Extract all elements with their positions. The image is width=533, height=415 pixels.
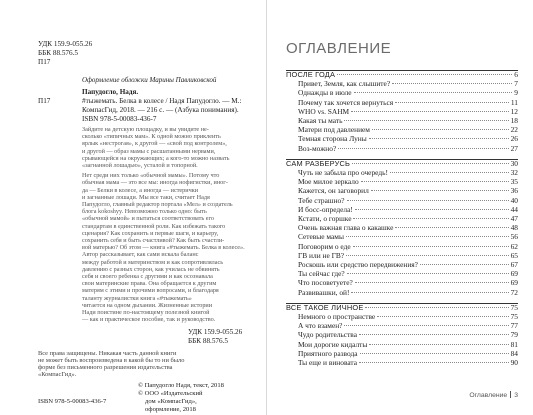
- toc-page-number: 69: [510, 269, 518, 279]
- toc-entry-title: Что посоветуете?: [298, 278, 353, 288]
- leader-dots: [351, 292, 508, 293]
- leader-dots: [420, 264, 509, 265]
- abstract-line: таланту журналистки книга «#тыжемать»: [82, 294, 192, 302]
- leader-dots: [361, 181, 509, 182]
- toc-entry[interactable]: [286, 116, 518, 125]
- abstract-line: Нади поистине по-настоящему полезной книгой: [82, 309, 210, 317]
- abstract-line: между работой и материнством и как сопротивлялась: [82, 258, 224, 266]
- toc-entry[interactable]: [286, 223, 518, 232]
- toc-section-title: ВСЕ ТАКОЕ ЛИЧНОЕ: [286, 302, 364, 312]
- bib-line-3: ISBN 978-5-00083-436-7: [82, 115, 157, 123]
- author-heading: Папудогло, Надя.: [82, 88, 139, 96]
- leader-dots: [344, 120, 508, 121]
- toc-entry[interactable]: [286, 144, 518, 153]
- toc-page-number: 6: [514, 70, 518, 79]
- toc-entry[interactable]: [286, 214, 518, 223]
- toc-entry-title: Поговорим о еде: [298, 241, 351, 251]
- toc-section[interactable]: [286, 70, 518, 79]
- leader-dots: [351, 111, 508, 112]
- toc-section[interactable]: [286, 159, 518, 168]
- toc-entry-title: Матери под давлением: [298, 125, 370, 135]
- leader-dots: [371, 190, 509, 191]
- abstract-line: и другой — образ мамы с расшатанными нервами,: [82, 147, 216, 155]
- toc-entry[interactable]: [286, 260, 518, 269]
- toc-entry-title: А что взамен?: [298, 321, 343, 331]
- leader-dots: [390, 172, 509, 173]
- toc-entry-title: Однажды в июле: [298, 88, 352, 98]
- leader-dots: [353, 218, 508, 219]
- toc-page-number: 90: [510, 358, 518, 367]
- abstract-line: матерям с этими и прочими вопросами, и благодаря: [82, 287, 219, 295]
- toc-entry-title: Мое милое зеркало: [298, 177, 359, 187]
- toc-entry[interactable]: [286, 88, 518, 97]
- abstract-line: стандартам в единственной роли. Как избежать такого: [82, 222, 226, 230]
- toc-entry-title: Какая ты мать: [298, 116, 343, 125]
- toc-page-number: 36: [510, 186, 518, 196]
- toc-page-number: 7: [514, 79, 518, 89]
- abstract-line: читается на одном дыхании. Жизненные истории: [82, 301, 213, 309]
- rights-line: не может быть воспроизведена в какой бы то ни было: [38, 357, 185, 364]
- toc-entry-title: Мои дорогие кидалты: [298, 339, 368, 349]
- page-footer: [267, 391, 518, 399]
- toc-entry[interactable]: [286, 168, 518, 177]
- abstract-line: и загнанные лошади. Мы все таки, считает Надя: [82, 193, 210, 201]
- toc-entry[interactable]: [286, 251, 518, 260]
- leader-dots: [392, 83, 512, 84]
- toc-entry[interactable]: [286, 358, 518, 367]
- abstract-line: свои материнские права. Она обращается к другим: [82, 280, 217, 288]
- abstract-line: блога kokoshyy. Невозможно только одно: быть: [82, 208, 207, 216]
- toc-page-number: 30: [510, 158, 518, 168]
- leader-dots: [346, 236, 509, 237]
- abstract-line: ярлык «нестрогая», к другой — «свой под контролем»,: [82, 140, 227, 148]
- toc-section-title: САМ РАЗБЕРУСЬ: [286, 158, 351, 168]
- toc-entry[interactable]: [286, 196, 518, 205]
- leader-dots: [355, 209, 509, 210]
- toc-page-number: 26: [510, 134, 518, 144]
- abstract-line: сценария? Как сохранить и первые шаги, и карьеру,: [82, 229, 219, 237]
- footer-section-label: Оглавление: [469, 392, 508, 399]
- leader-dots: [352, 163, 509, 164]
- toc-page-number: 47: [510, 214, 518, 223]
- bib-line-2: КомпасГид, 2018. — 216 с. — (Азбука понимания).: [82, 106, 239, 114]
- toc-entry-title: Развивашки, ой!: [298, 287, 350, 297]
- toc-page-number: 27: [510, 143, 518, 153]
- leader-dots: [360, 353, 509, 354]
- toc-entry[interactable]: [286, 107, 518, 116]
- toc-entry-title: Чудо родительства: [298, 330, 357, 340]
- toc-page-number: 75: [510, 312, 518, 321]
- library-code-side: П17: [38, 97, 51, 105]
- abstract-line: давлению с разных сторон, как училась не обвинять: [82, 265, 220, 273]
- library-code: П17: [38, 58, 51, 66]
- toc-page-number: 48: [510, 223, 518, 233]
- toc-section-title: ПОСЛЕ ГОДА: [286, 70, 336, 79]
- toc-page-number: 11: [510, 97, 518, 107]
- leader-dots: [344, 325, 508, 326]
- leader-dots: [365, 307, 508, 308]
- abstract-line: Автор рассказывает, как сами искала баланс: [82, 251, 199, 259]
- toc-entry[interactable]: [286, 177, 518, 186]
- toc-page-number: 67: [510, 260, 518, 269]
- abstract-line: сколько «типичных мам». К одной можно приклеить: [82, 133, 221, 141]
- copyright-line: © Папудогло Надя, текст, 2018: [138, 382, 224, 389]
- leader-dots: [354, 92, 513, 93]
- leader-dots: [395, 102, 509, 103]
- cover-design-note: Оформление обложки Марины Павликовской: [82, 76, 217, 84]
- toc-title: ОГЛАВЛЕНИЕ: [286, 40, 392, 57]
- toc-entry[interactable]: [286, 269, 518, 278]
- bib-line-1: #тыжемать. Белка в колесе / Надя Папудогло. — М.:: [82, 97, 242, 105]
- toc-entry-title: Воз-можно?: [298, 143, 337, 153]
- imprint-page: [0, 0, 266, 415]
- footer-divider: [510, 391, 511, 398]
- copyright-line: дом «КомпасГид»,: [145, 398, 197, 405]
- copyright-line: оформление, 2018: [145, 406, 196, 413]
- toc-entry-title: И босс-определа!: [298, 204, 353, 214]
- toc-entry-title: ГВ или не ГВ?: [298, 250, 345, 260]
- abstract-line: «обычной мамой» и пытаться соответствовать его: [82, 215, 214, 223]
- toc-entry-title: Роскошь или средство передвижения?: [298, 260, 418, 269]
- leader-dots: [359, 334, 509, 335]
- toc-page-number: 40: [510, 195, 518, 205]
- leader-dots: [346, 255, 509, 256]
- toc-entry[interactable]: [286, 205, 518, 214]
- abstract-line: Нет среди них только «обычной мамы». Потому что: [82, 172, 220, 180]
- abstract-line: — как и практическое пособие, так и руководство.: [82, 316, 216, 324]
- abstract-line: да — Белки в колесе, а иногда — истерички: [82, 186, 199, 194]
- toc-entry[interactable]: [286, 79, 518, 88]
- toc-entry-title: Почему так хочется вернуться: [298, 97, 394, 107]
- toc-page-number: 44: [510, 204, 518, 214]
- rights-line: форме без письменного разрешения издательства: [38, 364, 173, 371]
- rights-line: «КомпасГид».: [38, 371, 77, 378]
- rights-line: Все права защищены. Никакая часть данной книги: [38, 350, 177, 357]
- toc-page-number: 69: [510, 278, 518, 288]
- toc-entry[interactable]: [286, 340, 518, 349]
- toc-section[interactable]: [286, 303, 518, 312]
- toc-entry[interactable]: [286, 321, 518, 330]
- toc-entry-title: Ты еще и виновата: [298, 358, 358, 367]
- toc-page-number: 79: [510, 330, 518, 340]
- toc-entry-title: Сетевые мамы: [298, 232, 344, 242]
- abstract-line: себя и своего ребенка с другими и как осознавала: [82, 273, 213, 281]
- abstract-line: Зайдите на детскую площадку, и вы увидите не-: [82, 126, 209, 133]
- toc-page-number: 81: [510, 339, 518, 349]
- toc-page-number: 65: [510, 250, 518, 260]
- toc-entry[interactable]: [286, 232, 518, 241]
- udk-code-bottom: УДК 159.9-055.26: [188, 328, 243, 336]
- toc-page-number: 62: [510, 241, 518, 251]
- abstract-line: срывающейся на окружающих; а кого-то можно назвать: [82, 154, 230, 162]
- leader-dots: [359, 362, 509, 363]
- toc-page-number: 18: [510, 116, 518, 125]
- page-number: 3: [514, 392, 518, 399]
- abstract-block: [82, 126, 252, 323]
- toc-entry-title: Немного о пространстве: [298, 312, 376, 321]
- toc-page-number: 32: [510, 168, 518, 177]
- toc-entry-title: Темная сторона Луны: [298, 134, 367, 144]
- toc-entry[interactable]: [286, 242, 518, 251]
- leader-dots: [337, 74, 512, 75]
- leader-dots: [372, 129, 509, 130]
- toc-page-number: 84: [510, 348, 518, 358]
- toc-entry-title: Чуть не забыла про очередь!: [298, 168, 388, 177]
- toc-page-number: 9: [514, 88, 518, 98]
- leader-dots: [353, 246, 509, 247]
- toc-page-number: 75: [510, 302, 518, 312]
- leader-dots: [338, 148, 508, 149]
- leader-dots: [347, 273, 509, 274]
- toc-entry-title: WHO vs. SAHM: [298, 106, 350, 116]
- abstract-line: «загнанной лошадью», усталой и топорной.: [82, 162, 198, 170]
- leader-dots: [395, 227, 508, 228]
- toc-entry-title: Тебе страшно?: [298, 195, 345, 205]
- leader-dots: [369, 138, 509, 139]
- abstract-line: Папудогло, главный редактор портала «Мел» и создатель: [82, 201, 233, 209]
- toc-page-number: 12: [510, 106, 518, 116]
- abstract-line: вой матерью? Об этом — книга «#тыжемать. Белка в колесе».: [82, 244, 245, 252]
- leader-dots: [369, 344, 508, 345]
- toc-entry[interactable]: [286, 186, 518, 195]
- toc-entry-title: Ты сейчас где?: [298, 269, 345, 279]
- bbk-code: ББК 88.576.5: [38, 49, 79, 57]
- copyright-line: © ООО «Издательский: [138, 390, 203, 397]
- toc-entry[interactable]: [286, 134, 518, 143]
- toc-entry[interactable]: [286, 278, 518, 287]
- toc-entry[interactable]: [286, 125, 518, 134]
- isbn-bottom: ISBN 978-5-00083-436-7: [38, 398, 107, 405]
- toc-page: [267, 0, 533, 415]
- toc-page-number: 72: [510, 287, 518, 297]
- toc-entry[interactable]: [286, 349, 518, 358]
- leader-dots: [377, 316, 508, 317]
- toc-page-number: 22: [510, 125, 518, 135]
- toc-page-number: 35: [510, 177, 518, 187]
- abstract-line: обычная мама — это все мы: иногда нофигистки, иног-: [82, 179, 228, 187]
- toc-page-number: 56: [510, 232, 518, 242]
- toc-entry[interactable]: [286, 330, 518, 339]
- bbk-code-bottom: ББК 88.576.5: [188, 337, 229, 345]
- leader-dots: [347, 200, 509, 201]
- udk-code: УДК 159.9-055.26: [38, 40, 93, 48]
- toc-entry-title: Привет, Земля, как слышите?: [298, 79, 391, 89]
- toc-entry[interactable]: [286, 312, 518, 321]
- toc-entry[interactable]: [286, 98, 518, 107]
- toc-entry-title: Кажется, он заговорил: [298, 186, 369, 196]
- toc-page-number: 77: [510, 321, 518, 331]
- leader-dots: [355, 282, 509, 283]
- toc-entry[interactable]: [286, 288, 518, 297]
- abstract-line: сохранить себя и быть счастливой? Как быть счастли-: [82, 237, 225, 245]
- toc-entry-title: Приятного развода: [298, 348, 358, 358]
- toc-entry-title: Кстати, о горшке: [298, 214, 352, 223]
- toc-entry-title: Очень важная глава о какашке: [298, 223, 394, 233]
